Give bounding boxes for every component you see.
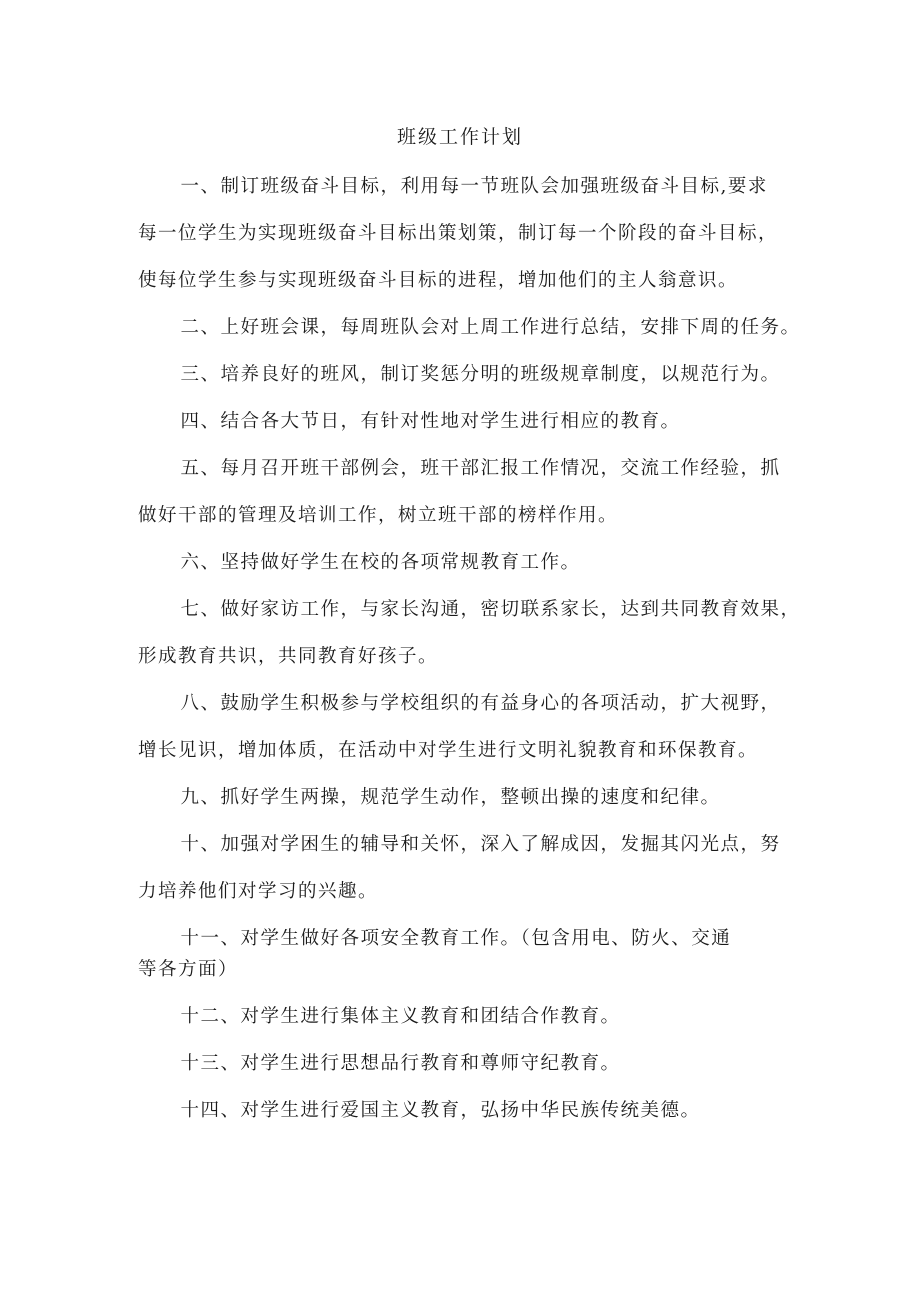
paragraph-14 [138, 1087, 808, 1134]
paragraph-line: 一、制订班级奋斗目标，利用每一节班队会加强班级奋斗目标,要求 [180, 176, 768, 197]
paragraph-8 [138, 680, 808, 774]
paragraph-line: 十三、对学生进行思想品行教育和尊师守纪教育。 [180, 1053, 621, 1074]
paragraph-1 [138, 163, 808, 304]
paragraph-line: 等各方面） [138, 959, 239, 980]
paragraph-line: 四、结合各大节日，有针对性地对学生进行相应的教育。 [180, 411, 681, 432]
paragraph-line: 做好干部的管理及培训工作，树立班干部的榜样作用。 [138, 505, 619, 526]
paragraph-line: 十一、对学生做好各项安全教育工作。（包含用电、防火、交通 [180, 928, 732, 949]
paragraph-line: 十四、对学生进行爱国主义教育，弘扬中华民族传统美德。 [180, 1100, 701, 1121]
document-body [138, 163, 808, 1134]
paragraph-line: 十二、对学生进行集体主义教育和团结合作教育。 [180, 1006, 621, 1027]
document-title: 班级工作计划 [396, 126, 523, 148]
paragraph-10 [138, 821, 808, 915]
paragraph-line: 二、上好班会课，每周班队会对上周工作进行总结，安排下周的任务。 [180, 317, 801, 338]
paragraph-line: 十、加强对学困生的辅导和关怀，深入了解成因，发掘其闪光点，努 [180, 834, 781, 855]
paragraph-line: 五、每月召开班干部例会，班干部汇报工作情况，交流工作经验，抓 [180, 458, 781, 479]
paragraph-6 [138, 539, 808, 586]
paragraph-7 [138, 586, 808, 680]
paragraph-line: 增长见识，增加体质，在活动中对学生进行文明礼貌教育和环保教育。 [138, 740, 759, 761]
paragraph-line: 九、抓好学生两操，规范学生动作，整顿出操的速度和纪律。 [180, 787, 721, 808]
paragraph-line: 六、坚持做好学生在校的各项常规教育工作。 [180, 552, 581, 573]
paragraph-5 [138, 445, 808, 539]
paragraph-11 [138, 915, 808, 993]
paragraph-line: 力培养他们对学习的兴趣。 [138, 881, 379, 902]
paragraph-line: 形成教育共识，共同教育好孩子。 [138, 646, 439, 667]
paragraph-line: 使每位学生参与实现班级奋斗目标的进程，增加他们的主人翁意识。 [138, 270, 739, 291]
paragraph-line: 每一位学生为实现班级奋斗目标出策划策，制订每一个阶段的奋斗目标， [138, 223, 779, 244]
paragraph-line: 七、做好家访工作，与家长沟通，密切联系家长，达到共同教育效果， [180, 599, 801, 620]
paragraph-line: 八、鼓励学生积极参与学校组织的有益身心的各项活动，扩大视野， [180, 693, 781, 714]
paragraph-2 [138, 304, 808, 351]
paragraph-3 [138, 351, 808, 398]
paragraph-9 [138, 774, 808, 821]
paragraph-line: 三、培养良好的班风，制订奖惩分明的班级规章制度，以规范行为。 [180, 364, 781, 385]
paragraph-12 [138, 993, 808, 1040]
paragraph-4 [138, 398, 808, 445]
paragraph-13 [138, 1040, 808, 1087]
